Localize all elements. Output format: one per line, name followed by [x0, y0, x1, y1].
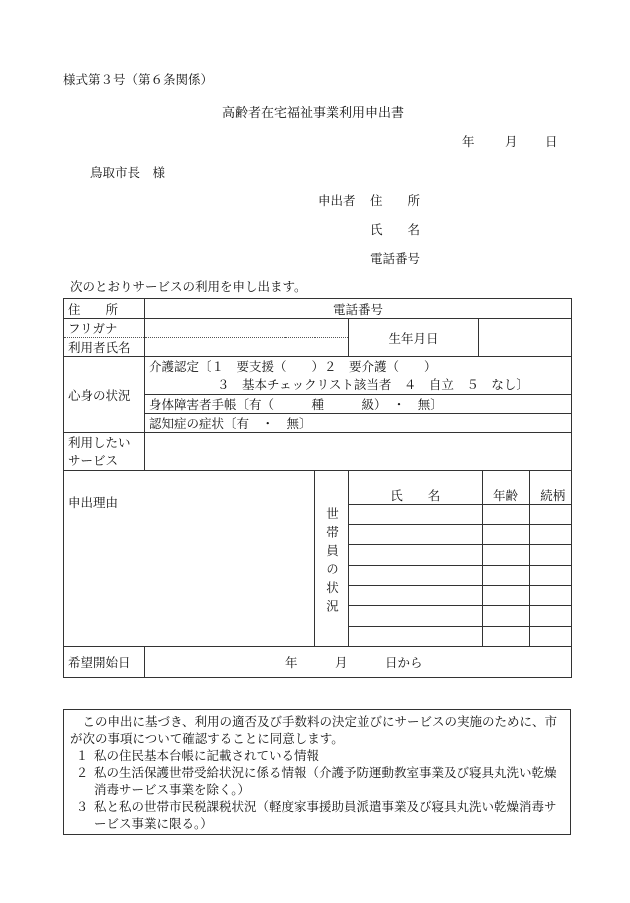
service-label-line-2: サービス: [68, 452, 119, 468]
consent-item: [70, 764, 564, 798]
household-row-age[interactable]: [482, 585, 529, 605]
disability-handbook-line[interactable]: 身体障害者手帳〔有（ 種 級） ・ 無〕: [145, 395, 572, 414]
applicant-address-label: 住 所: [370, 193, 421, 208]
care-line-2: ３ 基本チェックリスト該当者 ４ 自立 ５ なし〕: [217, 377, 529, 392]
addressee: 鳥取市長 様: [90, 165, 166, 180]
household-row-name[interactable]: [349, 606, 482, 626]
household-row-relation[interactable]: [529, 565, 572, 585]
condition-label: 心身の状況: [64, 357, 145, 433]
applicant-name-label: 氏 名: [370, 222, 421, 237]
address-label: 住 所: [64, 299, 145, 319]
dementia-line[interactable]: 認知症の症状〔有 ・ 無〕: [145, 414, 572, 433]
applicant-phone-label: 電話番号: [370, 251, 421, 266]
start-date-label: 希望開始日: [64, 647, 145, 678]
household-table: [349, 471, 572, 646]
consent-item-number: ２: [75, 765, 89, 780]
consent-item-text: 私と私の世帯市民税課税状況（軽度家事援助員派遣事業及び寝具丸洗い乾燥消毒サービス事業に限る。）: [94, 799, 557, 831]
household-row-age[interactable]: [482, 525, 529, 545]
furigana-field[interactable]: [145, 319, 349, 338]
household-row-age[interactable]: [482, 626, 529, 646]
household-row-name[interactable]: [349, 626, 482, 646]
household-row-name[interactable]: [349, 565, 482, 585]
form-title: 高齢者在宅福祉事業利用申出書: [222, 106, 405, 121]
consent-intro: この申出に基づき、利用の適否及び手数料の決定並びにサービスの実施のために、市が次の事項について確認することに同意します。: [70, 714, 558, 746]
form-number: 様式第３号（第６条関係）: [63, 72, 214, 87]
user-name-field[interactable]: [145, 338, 349, 357]
household-row-name[interactable]: [349, 545, 482, 565]
consent-item-text: 私の住民基本台帳に記載されている情報: [94, 748, 320, 763]
consent-item-number: ３: [75, 799, 89, 814]
applicant-label: 申出者: [318, 193, 356, 208]
intro-text: 次のとおりサービスの利用を申し出ます。: [70, 279, 307, 294]
date-year-label: 年: [462, 134, 475, 149]
date-month-label: 月: [505, 134, 518, 149]
household-row-age[interactable]: [482, 545, 529, 565]
care-line-1: 介護認定〔１ 要支援（ ）２ 要介護（ ）: [149, 359, 437, 374]
phone-label: 電話番号: [145, 299, 572, 319]
consent-item: [70, 798, 564, 832]
consent-item: [70, 747, 564, 764]
household-row-age[interactable]: [482, 565, 529, 585]
household-row-name[interactable]: [349, 504, 482, 524]
care-certification-cell[interactable]: [145, 357, 572, 395]
household-row-relation[interactable]: [529, 626, 572, 646]
household-row-relation[interactable]: [529, 545, 572, 565]
household-header-age: 年齢: [482, 471, 529, 504]
household-row-name[interactable]: [349, 525, 482, 545]
date-day-label: 日: [545, 134, 558, 149]
birthdate-label: 生年月日: [349, 319, 479, 357]
household-row-name[interactable]: [349, 585, 482, 605]
household-table-cell: [349, 471, 572, 647]
reason-label: 申出理由: [68, 495, 119, 510]
consent-box: [63, 709, 571, 835]
household-row-relation[interactable]: [529, 504, 572, 524]
household-row-age[interactable]: [482, 606, 529, 626]
reason-cell[interactable]: [64, 471, 315, 647]
household-label-cell: [315, 471, 349, 647]
household-row-relation[interactable]: [529, 606, 572, 626]
start-date-field[interactable]: 年 月 日から: [145, 647, 572, 678]
service-label-line-1: 利用したい: [68, 434, 131, 450]
consent-item-number: １: [75, 748, 89, 763]
household-row-age[interactable]: [482, 504, 529, 524]
user-name-label: 利用者氏名: [64, 338, 145, 357]
application-table: [63, 298, 572, 678]
service-field[interactable]: [145, 433, 572, 471]
household-header-name: 氏 名: [349, 471, 482, 504]
birthdate-field[interactable]: [479, 319, 572, 357]
consent-item-text: 私の生活保護世帯受給状況に係る情報（介護予防運動教室事業及び寝具丸洗い乾燥消毒サービス事業を除く。）: [94, 765, 557, 797]
service-label: [64, 433, 145, 471]
household-row-relation[interactable]: [529, 525, 572, 545]
household-label: 世帯員の状況: [324, 506, 340, 618]
household-row-relation[interactable]: [529, 585, 572, 605]
furigana-label: フリガナ: [64, 319, 145, 338]
household-header-relation: 続柄: [529, 471, 572, 504]
